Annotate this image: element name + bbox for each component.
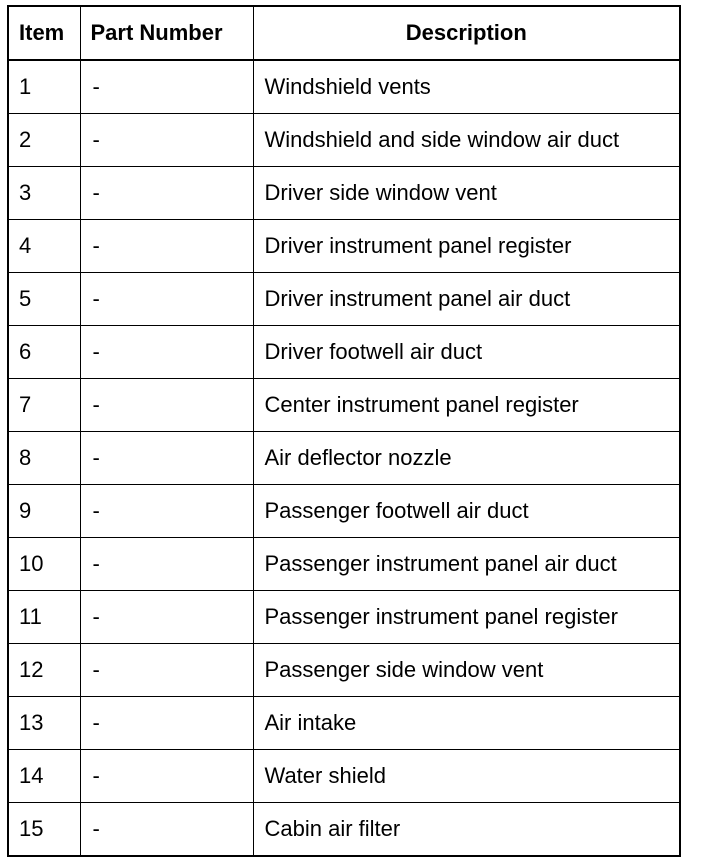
part-number-cell: - <box>80 60 253 114</box>
table-row <box>8 273 680 326</box>
description-cell: Cabin air filter <box>253 803 680 857</box>
part-number-cell: - <box>80 220 253 273</box>
description-cell: Air intake <box>253 697 680 750</box>
item-cell: 2 <box>8 114 80 167</box>
part-number-cell: - <box>80 644 253 697</box>
part-number-cell: - <box>80 379 253 432</box>
table-row <box>8 803 680 857</box>
item-cell: 6 <box>8 326 80 379</box>
part-number-cell: - <box>80 167 253 220</box>
item-cell: 15 <box>8 803 80 857</box>
parts-table <box>7 5 681 857</box>
part-number-cell: - <box>80 485 253 538</box>
item-cell: 7 <box>8 379 80 432</box>
description-cell: Passenger instrument panel register <box>253 591 680 644</box>
table-row <box>8 432 680 485</box>
part-number-cell: - <box>80 750 253 803</box>
part-number-cell: - <box>80 697 253 750</box>
description-cell: Air deflector nozzle <box>253 432 680 485</box>
table-row <box>8 114 680 167</box>
item-cell: 13 <box>8 697 80 750</box>
table-row <box>8 379 680 432</box>
description-cell: Driver side window vent <box>253 167 680 220</box>
parts-table-body <box>8 60 680 856</box>
header-description: Description <box>253 6 680 60</box>
table-row <box>8 167 680 220</box>
table-row <box>8 697 680 750</box>
part-number-cell: - <box>80 432 253 485</box>
description-cell: Passenger instrument panel air duct <box>253 538 680 591</box>
description-cell: Windshield vents <box>253 60 680 114</box>
table-row <box>8 60 680 114</box>
item-cell: 10 <box>8 538 80 591</box>
part-number-cell: - <box>80 591 253 644</box>
table-row <box>8 591 680 644</box>
description-cell: Driver instrument panel register <box>253 220 680 273</box>
header-item: Item <box>8 6 80 60</box>
item-cell: 14 <box>8 750 80 803</box>
description-cell: Driver instrument panel air duct <box>253 273 680 326</box>
item-cell: 12 <box>8 644 80 697</box>
item-cell: 8 <box>8 432 80 485</box>
item-cell: 1 <box>8 60 80 114</box>
description-cell: Passenger side window vent <box>253 644 680 697</box>
table-header-row <box>8 6 680 60</box>
description-cell: Center instrument panel register <box>253 379 680 432</box>
description-cell: Windshield and side window air duct <box>253 114 680 167</box>
item-cell: 5 <box>8 273 80 326</box>
part-number-cell: - <box>80 538 253 591</box>
description-cell: Driver footwell air duct <box>253 326 680 379</box>
item-cell: 11 <box>8 591 80 644</box>
part-number-cell: - <box>80 273 253 326</box>
table-row <box>8 750 680 803</box>
part-number-cell: - <box>80 114 253 167</box>
table-row <box>8 485 680 538</box>
table-row <box>8 538 680 591</box>
table-row <box>8 644 680 697</box>
description-cell: Passenger footwell air duct <box>253 485 680 538</box>
item-cell: 3 <box>8 167 80 220</box>
table-row <box>8 326 680 379</box>
part-number-cell: - <box>80 326 253 379</box>
description-cell: Water shield <box>253 750 680 803</box>
item-cell: 9 <box>8 485 80 538</box>
header-part-number: Part Number <box>80 6 253 60</box>
table-row <box>8 220 680 273</box>
part-number-cell: - <box>80 803 253 857</box>
item-cell: 4 <box>8 220 80 273</box>
